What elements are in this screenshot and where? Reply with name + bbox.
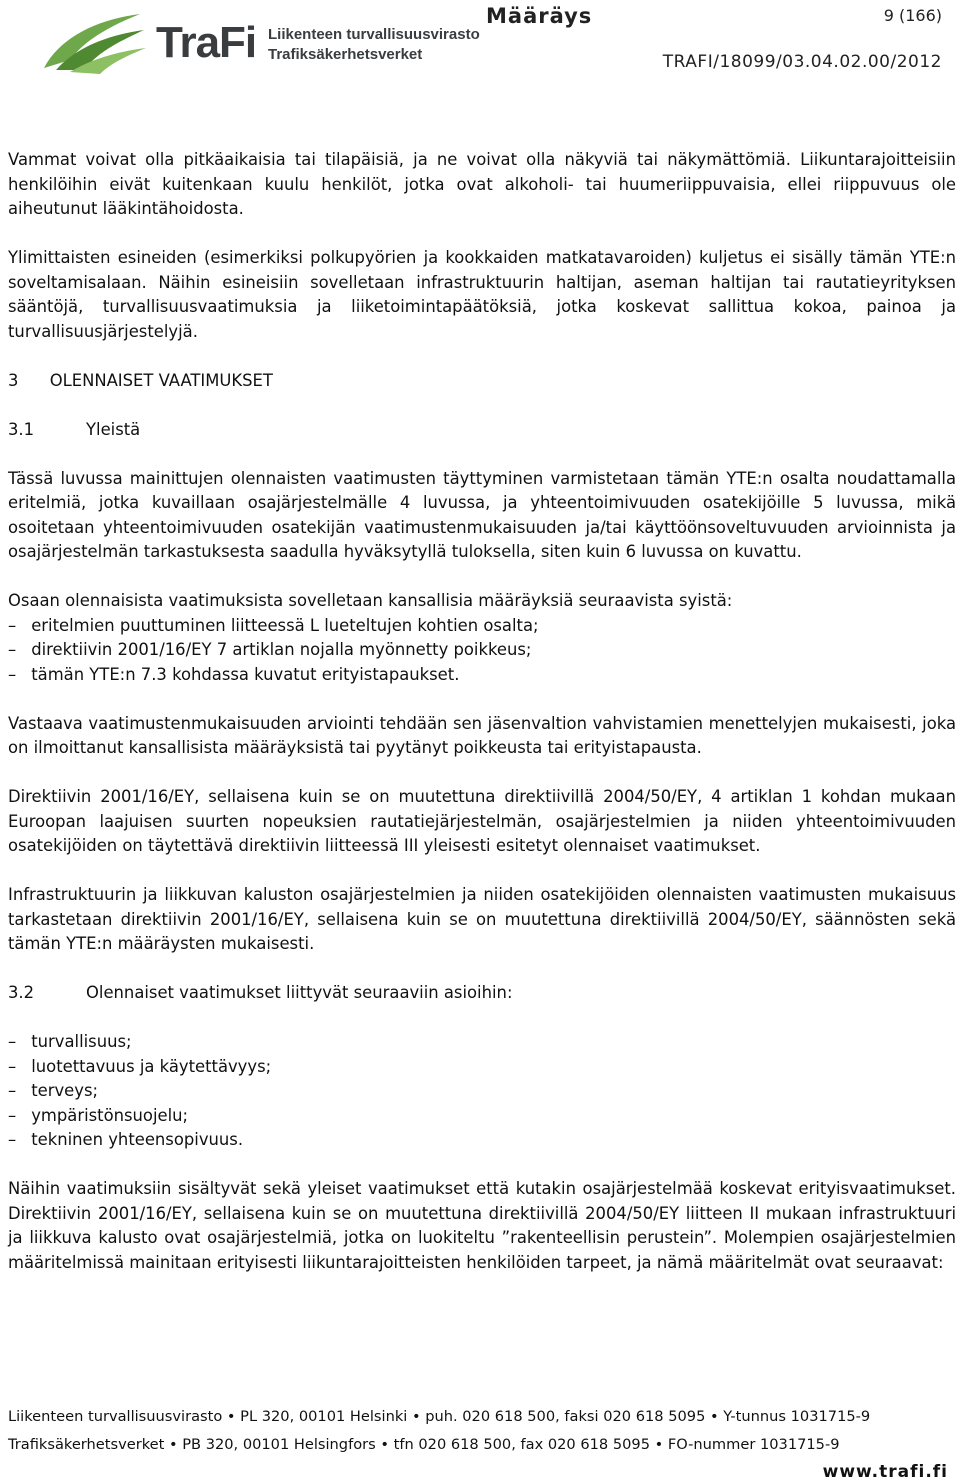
document-type: Määräys (486, 4, 593, 28)
list-item: – eritelmien puuttuminen liitteessä L lueteltujen kohtien osalta; (8, 615, 539, 635)
page-number: 9 (166) (883, 6, 942, 25)
list-item: – direktiivin 2001/16/EY 7 artiklan nojalla myönnetty poikkeus; (8, 640, 532, 659)
paragraph-requirements-fulfilment: Tässä luvussa mainittujen olennaisten vaatimusten täyttyminen varmistetaan tämän YTE:n osalta noudattamalla eritelmiä, jotka kuvaillaan osajärjestelmälle 4 luvussa, ja yhteentoimivuuden osatekijöille 5 luvussa, mikä osoitetaan yhteentoimivuuden osatekijän vaatimustenmukaisuuden ja/tai käyttöönsoveltuvuuden arvioinnista ja osajärjestelmän tarkastuksesta saadulla hyväksytyllä tuloksella, siten kuin 6 luvussa on kuvattu. (8, 468, 956, 561)
heading-text: Yleistä (86, 419, 141, 439)
paragraph-injuries: Vammat voivat olla pitkäaikaisia tai tilapäisiä, ja ne voivat olla näkyviä tai näkymättömiä. Liikuntarajoitteisiin henkilöihin eivät kuitenkaan kuulu henkilöt, jotka ovat alkoholi- tai huumeriippuvaisia, ellei riippuvuus ole aiheutunut lääkintähoidosta. (8, 150, 956, 218)
website-link[interactable]: www.trafi.fi (822, 1462, 948, 1482)
list-item: – turvallisuus; (8, 1032, 132, 1051)
trafi-logo (40, 8, 480, 78)
paragraph-conformity-assessment: Vastaava vaatimustenmukaisuuden arviointi tehdään sen jäsenvaltion vahvistamien menettelyjen mukaisesti, joka on ilmoittanut kansallisista määräyksistä tai pyytänyt poikkeusta tai erityistapausta. (8, 713, 956, 757)
heading-text: Olennaiset vaatimukset liittyvät seuraaviin asioihin: (86, 983, 513, 1002)
national-rules-list (8, 614, 956, 688)
requirement-areas-list (8, 1030, 956, 1153)
paragraph-directive-article4: Direktiivin 2001/16/EY, sellaisena kuin se on muutettuna direktiivillä 2004/50/EY, 4 artiklan 1 kohdan mukaan Euroopan laajuisen suurten nopeuksien rautatiejärjestelmän, osajärjestelmien ja niiden yhteentoimivuuden osatekijöiden on täytettävä direktiivin liitteessä III yleisesti esitetyt olennaiset vaatimukset. (8, 787, 956, 855)
section-heading-3-1 (8, 418, 956, 443)
logo-agency-fi: Liikenteen turvallisuusvirasto (268, 26, 480, 43)
list-item: – tämän YTE:n 7.3 kohdassa kuvatut erityistapaukset. (8, 664, 460, 684)
section-heading-3-2 (8, 981, 956, 1006)
list-item: – luotettavuus ja käytettävyys; (8, 1056, 272, 1076)
footer-contact-fi: Liikenteen turvallisuusvirasto • PL 320, 00101 Helsinki • puh. 020 618 500, faksi 020 618 5095 • Y-tunnus 1031715-9 (8, 1408, 871, 1425)
list-item: – tekninen yhteensopivuus. (8, 1130, 244, 1149)
heading-number: 3.2 (8, 983, 35, 1002)
logo-wordmark: TraFi (156, 18, 257, 67)
footer-contact-sv: Trafiksäkerhetsverket • PB 320, 00101 Helsingfors • tfn 020 618 500, fax 020 618 5095 • FO-nummer 1031715-9 (8, 1436, 840, 1453)
paragraph-oversized-items: Ylimittaisten esineiden (esimerkiksi polkupyörien ja kookkaiden matkatavaroiden) kuljetus ei sisälly tämän YTE:n soveltamisalaan. Näihin esineisiin sovelletaan infrastruktuurin haltijan, aseman haltijan tai rautatieyrityksen sääntöjä, turvallisuusvaatimuksia ja liiketoimintapäätöksiä, jotka koskevat sallittua kokoa, painoa ja turvallisuusjärjestelyjä. (8, 248, 956, 341)
section-heading-3: 3 OLENNAISET VAATIMUKSET (8, 370, 273, 390)
paragraph-national-rules-intro: Osaan olennaisista vaatimuksista sovelletaan kansallisia määräyksiä seuraavista syistä: (8, 591, 733, 610)
heading-number: 3.1 (8, 419, 35, 439)
list-item: – terveys; (8, 1081, 99, 1100)
document-body (8, 148, 956, 1275)
logo-agency-sv: Trafiksäkerhetsverket (268, 46, 423, 63)
document-reference: TRAFI/18099/03.04.02.00/2012 (662, 52, 942, 72)
trafi-leaf-icon (40, 8, 150, 78)
paragraph-infrastructure-conformity: Infrastruktuurin ja liikkuvan kaluston osajärjestelmien ja niiden osatekijöiden olennaisten vaatimusten mukaisuus tarkastetaan direktiivin 2001/16/EY, sellaisena kuin se on muutettuna direktiivillä 2004/50/EY, säännösten sekä tämän YTE:n määräysten mukaisesti. (8, 885, 956, 953)
paragraph-specific-requirements: Näihin vaatimuksiin sisältyvät sekä yleiset vaatimukset että kutakin osajärjestelmää koskevat erityisvaatimukset. Direktiivin 2001/16/EY, sellaisena kuin se on muutettuna direktiivillä 2004/50/EY liitteen II mukaan infrastruktuuri ja liikkuva kalusto ovat osajärjestelmiä, jotka on luokiteltu ”rakenteellisin perustein”. Molempien osajärjestelmien määritelmissä mainitaan erityisesti liikuntarajoitteisten henkilöiden tarpeet, ja nämä määritelmät ovat seuraavat: (8, 1179, 956, 1272)
list-item: – ympäristönsuojelu; (8, 1105, 189, 1125)
